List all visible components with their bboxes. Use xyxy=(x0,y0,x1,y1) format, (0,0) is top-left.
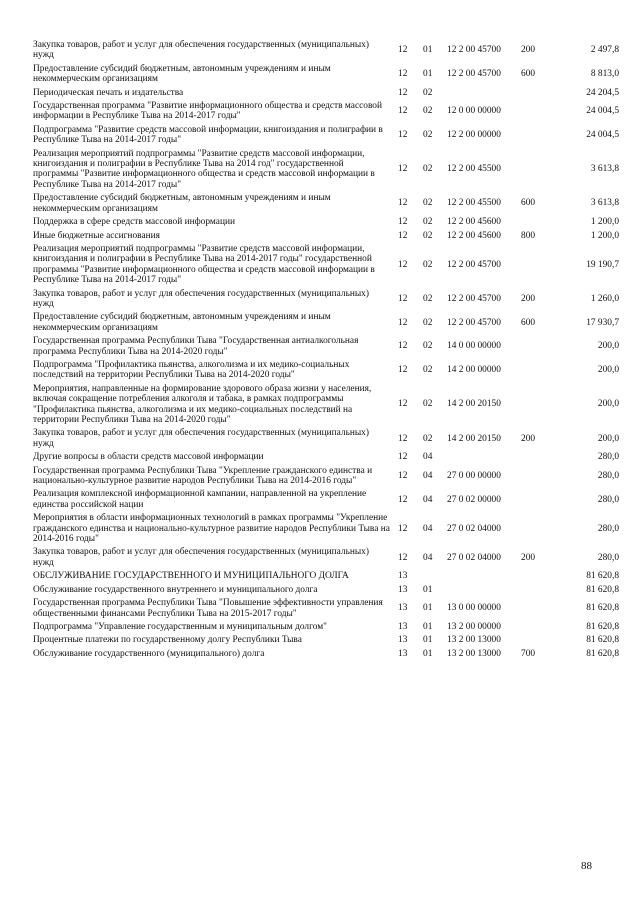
row-amount: 81 620,8 xyxy=(586,635,619,646)
budget-table-body xyxy=(33,40,619,662)
row-name-cell: Поддержка в сфере средств массовой информации xyxy=(33,217,236,228)
row-expense-type-code xyxy=(521,336,555,360)
row-expense-type-code: 200 xyxy=(521,293,536,304)
table-row xyxy=(33,384,619,429)
row-amount: 24 204,5 xyxy=(586,87,619,98)
row-name-cell: Предоставление субсидий бюджетным, автономным учреждениям и иным некоммерческим организациям xyxy=(33,63,331,85)
row-target-article-code: 12 0 00 00000 xyxy=(447,106,501,117)
row-expense-type-code xyxy=(521,452,555,465)
row-expense-type-code xyxy=(521,217,555,230)
row-section-code: 12 xyxy=(398,365,408,376)
row-section-code: 12 xyxy=(398,494,408,505)
row-expense-type-code xyxy=(521,101,555,125)
row-amount: 200,0 xyxy=(597,341,619,352)
row-subsection-code: 02 xyxy=(423,87,433,98)
row-subsection-code: 02 xyxy=(423,433,433,444)
row-expense-type-code xyxy=(521,360,555,384)
row-section-code: 12 xyxy=(398,198,408,209)
table-row xyxy=(33,149,619,194)
row-target-article-code: 12 2 00 00000 xyxy=(447,130,501,141)
row-target-article-code: 12 2 00 45700 xyxy=(447,317,501,328)
row-section-code: 12 xyxy=(398,230,408,241)
row-name-cell: Процентные платежи по государственному долгу Республики Тыва xyxy=(33,635,302,646)
row-section-code: 13 xyxy=(398,648,408,659)
row-target-article-code: 14 2 00 00000 xyxy=(447,365,501,376)
row-expense-type-code: 200 xyxy=(521,45,536,56)
row-subsection-code: 01 xyxy=(423,621,433,632)
row-subsection-code: 02 xyxy=(423,230,433,241)
table-row xyxy=(33,88,619,101)
row-amount: 200,0 xyxy=(597,399,619,410)
row-subsection-code: 04 xyxy=(423,523,433,534)
row-subsection-code: 01 xyxy=(423,648,433,659)
row-expense-type-code: 600 xyxy=(521,69,536,80)
table-row xyxy=(33,571,619,584)
row-name-cell: Государственная программа "Развитие информационного общества и средств массовой информации в Республике Тыва на 2014-2017 годы" xyxy=(33,101,383,122)
row-target-article-code: 27 0 00 00000 xyxy=(447,470,501,481)
table-row xyxy=(33,312,619,336)
row-amount: 1 260,0 xyxy=(590,293,619,304)
row-name-cell: Периодическая печать и издательства xyxy=(33,87,184,98)
table-row xyxy=(33,489,619,513)
row-subsection-code: 04 xyxy=(423,470,433,481)
row-expense-type-code: 200 xyxy=(521,433,536,444)
table-row xyxy=(33,217,619,230)
table-row xyxy=(33,635,619,648)
row-name-cell: Закупка товаров, работ и услуг для обеспечения государственных (муниципальных) нужд xyxy=(33,40,369,61)
row-amount: 1 200,0 xyxy=(590,217,619,228)
row-name-cell: Закупка товаров, работ и услуг для обеспечения государственных (муниципальных) нужд xyxy=(33,288,369,309)
table-row xyxy=(33,193,619,217)
table-row xyxy=(33,244,619,289)
row-amount: 3 613,8 xyxy=(590,198,619,209)
row-amount: 81 620,8 xyxy=(586,584,619,595)
row-section-code: 12 xyxy=(398,317,408,328)
row-amount: 81 620,8 xyxy=(586,648,619,659)
table-row xyxy=(33,598,619,622)
row-expense-type-code xyxy=(521,571,555,584)
row-amount: 3 613,8 xyxy=(590,164,619,175)
table-row xyxy=(33,513,619,547)
row-subsection-code: 02 xyxy=(423,164,433,175)
table-row xyxy=(33,101,619,125)
row-subsection-code: 02 xyxy=(423,317,433,328)
row-target-article-code: 13 2 00 13000 xyxy=(447,648,501,659)
row-target-article-code: 14 2 00 20150 xyxy=(447,433,501,444)
row-amount: 280,0 xyxy=(597,494,619,505)
row-section-code: 12 xyxy=(398,341,408,352)
row-expense-type-code xyxy=(521,598,555,622)
row-subsection-code: 02 xyxy=(423,130,433,141)
row-section-code: 12 xyxy=(398,399,408,410)
row-name-cell: Мероприятия, направленные на формирование здорового образа жизни у населения, включая сокращение потребления алкоголя и табака, в рамках подпрограммы "Профилактика пьянства, алкоголизма и их медико-социальных последствий на территории Республики Тыва на 2014-2020 годы" xyxy=(33,383,372,425)
row-expense-type-code xyxy=(521,635,555,648)
row-subsection-code: 01 xyxy=(423,45,433,56)
row-section-code: 13 xyxy=(398,584,408,595)
row-name-cell: Другие вопросы в области средств массовой информации xyxy=(33,452,264,463)
row-target-article-code xyxy=(447,452,521,465)
row-subsection-code: 04 xyxy=(423,494,433,505)
row-name-cell: Подпрограмма "Развитие средств массовой информации, книгоиздания и полиграфии в Республике Тыва на 2014-2017 годы" xyxy=(33,124,383,146)
row-name-cell: Закупка товаров, работ и услуг для обеспечения государственных (муниципальных) нужд xyxy=(33,428,369,449)
row-name-cell: Обслуживание государственного внутреннего и муниципального долга xyxy=(33,584,318,595)
row-expense-type-code: 800 xyxy=(521,230,536,241)
row-name-cell: Предоставление субсидий бюджетным, автономным учреждениям и иным некоммерческим организациям xyxy=(33,312,331,333)
row-section-code: 12 xyxy=(398,259,408,270)
row-section-code: 12 xyxy=(398,130,408,141)
row-target-article-code xyxy=(447,571,521,584)
table-row xyxy=(33,547,619,571)
row-section-code: 12 xyxy=(398,87,408,98)
table-row xyxy=(33,466,619,490)
row-target-article-code: 13 2 00 00000 xyxy=(447,621,501,632)
row-section-code: 13 xyxy=(398,635,408,646)
row-amount: 81 620,8 xyxy=(586,571,619,582)
row-expense-type-code: 200 xyxy=(521,552,536,563)
table-row xyxy=(33,231,619,244)
table-row xyxy=(33,452,619,465)
row-subsection-code: 02 xyxy=(423,217,433,228)
row-expense-type-code xyxy=(521,466,555,490)
row-expense-type-code xyxy=(521,384,555,429)
row-expense-type-code xyxy=(521,88,555,101)
row-expense-type-code: 600 xyxy=(521,198,536,209)
row-amount: 8 813,0 xyxy=(590,69,619,80)
row-name-cell: Государственная программа Республики Тыва "Укрепление гражданского единства и национально-культурное развитие народов Республики Тыва на 2014-2016 годы" xyxy=(33,465,373,487)
row-subsection-code: 02 xyxy=(423,399,433,410)
row-name-cell: Реализация мероприятий подпрограммы "Развитие средств массовой информации, книгоиздания и полиграфии в Республике Тыва на 2014 год" государственной программы "Развитие информационного общества и средств массовой информации в Республике Тыва на 2014-2017 годы" xyxy=(33,148,375,190)
table-row xyxy=(33,64,619,88)
row-subsection-code: 04 xyxy=(423,552,433,563)
row-subsection-code: 01 xyxy=(423,635,433,646)
row-amount: 200,0 xyxy=(597,365,619,376)
row-name-cell: Реализация мероприятий подпрограммы "Развитие средств массовой информации, книгоиздания и полиграфии в Республике Тыва на 2014-2017 годы" государственной программы "Развитие информационного общества и средств массовой информации в Республике Тыва на 2014-2017 годы" xyxy=(33,243,375,286)
row-section-code: 13 xyxy=(398,603,408,614)
row-name-cell: Предоставление субсидий бюджетным, автономным учреждениям и иным некоммерческим организациям xyxy=(33,193,331,214)
row-target-article-code: 13 2 00 13000 xyxy=(447,635,501,646)
row-subsection-code: 01 xyxy=(423,584,433,595)
row-subsection-code: 02 xyxy=(423,198,433,209)
row-target-article-code: 12 2 00 45600 xyxy=(447,217,501,228)
table-row xyxy=(33,428,619,452)
row-section-code: 12 xyxy=(398,470,408,481)
table-row xyxy=(33,336,619,360)
row-amount: 24 004,5 xyxy=(586,106,619,117)
row-target-article-code xyxy=(447,88,521,101)
row-expense-type-code xyxy=(521,149,555,194)
row-target-article-code: 27 0 02 00000 xyxy=(447,494,501,505)
table-row xyxy=(33,585,619,598)
row-target-article-code: 13 0 00 00000 xyxy=(447,603,501,614)
row-subsection-code: 01 xyxy=(423,69,433,80)
row-name-cell: Обслуживание государственного (муниципального) долга xyxy=(33,648,265,659)
row-name-cell: Закупка товаров, работ и услуг для обеспечения государственных (муниципальных) нужд xyxy=(33,547,369,568)
table-row xyxy=(33,125,619,149)
row-amount: 1 200,0 xyxy=(590,230,619,241)
row-target-article-code: 12 2 00 45700 xyxy=(447,69,501,80)
row-target-article-code: 12 2 00 45700 xyxy=(447,293,501,304)
row-amount: 200,0 xyxy=(597,433,619,444)
row-target-article-code: 12 2 00 45700 xyxy=(447,259,501,270)
row-target-article-code: 14 0 00 00000 xyxy=(447,341,501,352)
row-expense-type-code xyxy=(521,489,555,513)
row-amount: 19 190,7 xyxy=(586,259,619,270)
row-expense-type-code: 600 xyxy=(521,317,536,328)
row-section-code: 12 xyxy=(398,293,408,304)
row-name-cell: Подпрограмма "Профилактика пьянства, алкоголизма и их медико-социальных последствий на территории Республики Тыва на 2014-2020 годы" xyxy=(33,359,350,381)
row-expense-type-code xyxy=(521,513,555,547)
row-amount: 17 930,7 xyxy=(586,317,619,328)
row-amount: 280,0 xyxy=(597,552,619,563)
row-section-code: 12 xyxy=(398,523,408,534)
row-subsection-code: 02 xyxy=(423,341,433,352)
table-row xyxy=(33,289,619,313)
row-subsection-code: 04 xyxy=(423,452,433,463)
row-section-code: 13 xyxy=(398,571,408,582)
page-number: 88 xyxy=(581,860,592,872)
row-section-code: 13 xyxy=(398,621,408,632)
row-section-code: 12 xyxy=(398,69,408,80)
table-row xyxy=(33,40,619,64)
row-name-cell: Государственная программа Республики Тыва "Государственная антиалкогольная программа Республики Тыва на 2014-2020 годы" xyxy=(33,336,359,357)
row-section-code: 12 xyxy=(398,45,408,56)
row-target-article-code xyxy=(447,585,521,598)
row-amount: 280,0 xyxy=(597,470,619,481)
row-target-article-code: 12 2 00 45500 xyxy=(447,198,501,209)
row-section-code: 12 xyxy=(398,217,408,228)
row-name-cell: ОБСЛУЖИВАНИЕ ГОСУДАРСТВЕННОГО И МУНИЦИПАЛЬНОГО ДОЛГА xyxy=(33,571,349,582)
row-amount: 2 497,8 xyxy=(590,45,619,56)
row-name-cell: Иные бюджетные ассигнования xyxy=(33,230,160,241)
row-name-cell: Подпрограмма "Управление государственным и муниципальным долгом" xyxy=(33,621,327,632)
budget-table xyxy=(33,40,619,662)
row-amount: 81 620,8 xyxy=(586,621,619,632)
row-name-cell: Государственная программа Республики Тыва "Повышение эффективности управления общественными финансами Республики Тыва на 2015-2017 годы" xyxy=(33,598,383,619)
table-row xyxy=(33,622,619,635)
row-target-article-code: 12 2 00 45600 xyxy=(447,230,501,241)
row-name-cell: Реализация комплексной информационной кампании, направленной на укрепление единства российской нации xyxy=(33,489,367,510)
row-subsection-code: 02 xyxy=(423,259,433,270)
row-section-code: 12 xyxy=(398,164,408,175)
row-target-article-code: 27 0 02 04000 xyxy=(447,523,501,534)
row-name-cell: Мероприятия в области информационных технологий в рамках программы "Укрепление гражданского единства и национально-культурное развитие народов Республики Тыва на 2014-2016 годы" xyxy=(33,513,390,545)
row-expense-type-code xyxy=(521,244,555,289)
row-section-code: 12 xyxy=(398,433,408,444)
row-subsection-code xyxy=(423,571,447,584)
table-row xyxy=(33,360,619,384)
row-target-article-code: 14 2 00 20150 xyxy=(447,399,501,410)
row-amount: 280,0 xyxy=(597,523,619,534)
row-expense-type-code: 700 xyxy=(521,648,536,659)
row-subsection-code: 02 xyxy=(423,293,433,304)
row-target-article-code: 12 2 00 45500 xyxy=(447,164,501,175)
row-target-article-code: 27 0 02 04000 xyxy=(447,552,501,563)
row-subsection-code: 02 xyxy=(423,365,433,376)
row-amount: 24 004,5 xyxy=(586,130,619,141)
row-expense-type-code xyxy=(521,585,555,598)
row-target-article-code: 12 2 00 45700 xyxy=(447,45,501,56)
row-section-code: 12 xyxy=(398,452,408,463)
row-expense-type-code xyxy=(521,622,555,635)
row-subsection-code: 01 xyxy=(423,603,433,614)
row-section-code: 12 xyxy=(398,106,408,117)
row-expense-type-code xyxy=(521,125,555,149)
row-amount: 81 620,8 xyxy=(586,603,619,614)
row-subsection-code: 02 xyxy=(423,106,433,117)
table-row xyxy=(33,649,619,662)
row-amount: 280,0 xyxy=(597,452,619,463)
row-section-code: 12 xyxy=(398,552,408,563)
